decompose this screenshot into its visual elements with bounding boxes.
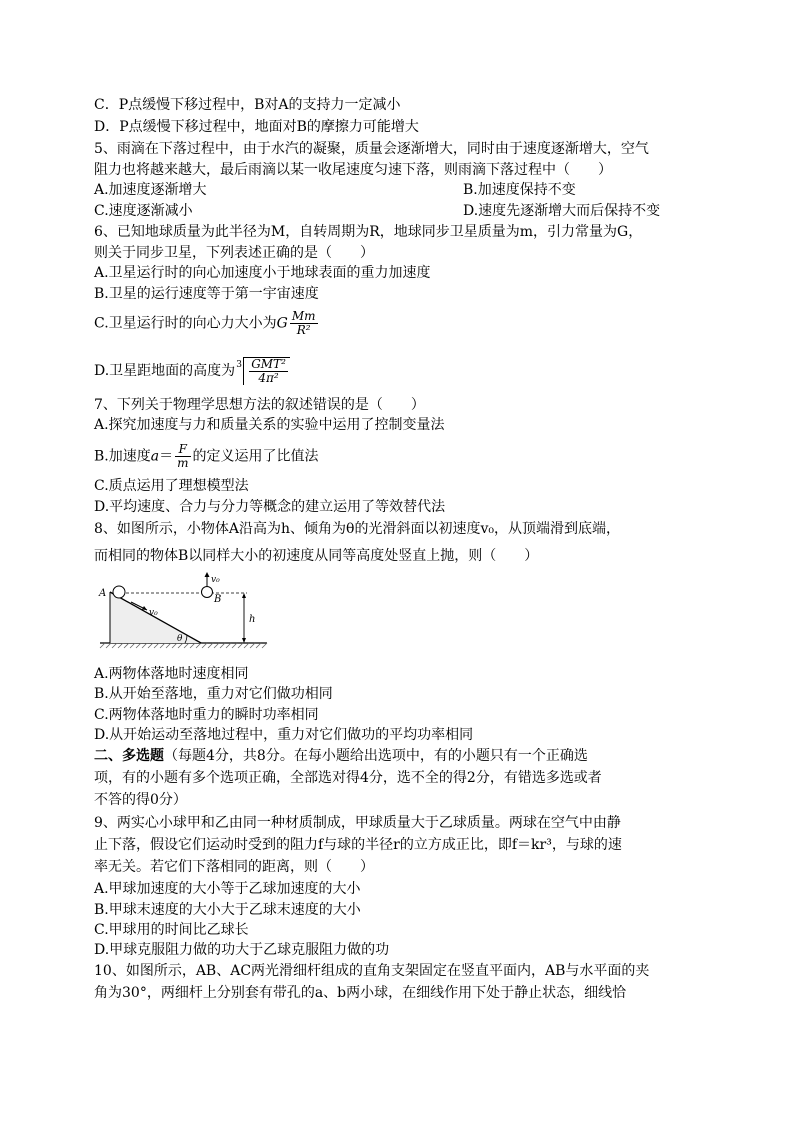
q8-figure-incline: [97, 570, 269, 652]
q9-option-c: C.甲球用的时间比乙球长: [94, 922, 249, 938]
q8-stem-line2: 而相同的物体B以同样大小的初速度从同等高度处竖直上抛，则（ ）: [94, 548, 539, 564]
height-label: h: [249, 614, 256, 625]
q5-option-a: A.加速度逐渐增大: [94, 182, 207, 198]
q7-option-b-numerator: F: [175, 443, 190, 457]
q9-option-b: B.甲球末速度的大小大于乙球末速度的大小: [94, 902, 361, 918]
q6-option-d-text: D.卫星距地面的高度为: [94, 363, 236, 379]
q7-option-b-denominator: m: [177, 456, 189, 470]
q8-stem-line1: 8、如图所示，小物体A沿高为h、倾角为θ的光滑斜面以初速度v₀，从顶端滑到底端，: [94, 521, 620, 537]
q8-option-a: A.两物体落地时速度相同: [94, 666, 249, 682]
object-a-label: A: [99, 588, 107, 599]
height-arrow-top: [242, 593, 246, 598]
q6-option-c-g: G: [276, 315, 288, 332]
q9-option-d: D.甲球克服阻力做的功大于乙球克服阻力做的功: [94, 942, 390, 958]
q9-stem-line1: 9、两实心小球甲和乙由同一种材质制成，甲球质量大于乙球质量。两球在空气中由静: [94, 815, 621, 831]
q5-stem-line1: 5、雨滴在下落过程中，由于水汽的凝聚，质量会逐渐增大，同时由于速度逐渐增大，空气: [94, 141, 649, 157]
theta-label: θ: [177, 634, 183, 644]
q6-option-c: [94, 310, 320, 337]
q5-option-c: C.速度逐渐减小: [94, 203, 193, 219]
slope-velocity-label: v₀: [149, 608, 158, 618]
section2-title: 二、多选题: [94, 748, 164, 764]
section2-desc-line1: （每题4分，共8分。在每小题给出选项中，有的小题只有一个正确选: [164, 748, 588, 764]
q7-option-b: [94, 443, 319, 470]
q6-option-d-numerator: GMT²: [251, 357, 286, 371]
q7-option-b-suffix: 的定义运用了比值法: [192, 448, 319, 465]
q9-option-a: A.甲球加速度的大小等于乙球加速度的大小: [94, 881, 361, 897]
q6-stem-line1: 6、已知地球质量为此半径为M，自转周期为R，地球同步卫星质量为m，引力常量为G，: [94, 224, 643, 240]
q10-stem-line2: 角为30°，两细杆上分别套有带孔的a、b两小球，在细线作用下处于静止状态，细线恰: [94, 985, 627, 1001]
q7-stem: 7、下列关于物理学思想方法的叙述错误的是（ ）: [94, 397, 425, 413]
q6-option-d: [94, 357, 290, 385]
q6-option-c-numerator: Mm: [291, 309, 316, 323]
q4-option-d: D．P点缓慢下移过程中，地面对B的摩擦力可能增大: [94, 119, 419, 135]
q7-option-b-fraction: [175, 443, 190, 470]
q7-option-b-a: a: [150, 448, 160, 465]
q6-option-d-radical-index: 3: [236, 360, 242, 370]
q6-option-b: B.卫星的运行速度等于第一宇宙速度: [94, 286, 319, 302]
q6-option-c-denominator: R²: [296, 323, 311, 337]
object-b-circle: [202, 587, 213, 598]
q8-option-d: D.从开始运动至落地过程中，重力对它们做功的平均功率相同: [94, 727, 474, 743]
q6-option-c-fraction: [290, 310, 318, 337]
q6-option-d-denominator: 4π²: [258, 371, 279, 385]
q7-option-b-eq: ＝: [159, 448, 174, 465]
height-arrow-bottom: [242, 638, 246, 643]
object-a-circle: [113, 586, 125, 598]
q7-option-b-prefix: B.加速度: [94, 448, 151, 465]
ground-hatching: [100, 643, 267, 648]
q8-option-b: B.从开始至落地，重力对它们做功相同: [94, 686, 333, 702]
q5-option-d: D.速度先逐渐增大而后保持不变: [463, 203, 661, 219]
q5-stem-line2: 阻力也将越来越大，最后雨滴以某一收尾速度匀速下落，则雨滴下落过程中（ ）: [94, 162, 612, 178]
section2-desc-line3: 不答的得0分）: [94, 792, 187, 808]
section2-desc-line2: 项，有的小题有多个选项正确，全部选对得4分，选不全的得2分，有错选多选或者: [94, 770, 602, 786]
object-b-label: B: [214, 594, 222, 605]
q5-option-b: B.加速度保持不变: [463, 182, 576, 198]
q6-option-a: A.卫星运行时的向心加速度小于地球表面的重力加速度: [94, 265, 431, 281]
q6-option-d-radical: [236, 357, 290, 385]
q7-option-d: D.平均速度、合力与分力等概念的建立运用了等效替代法: [94, 499, 446, 515]
q6-stem-line2: 则关于同步卫星，下列表述正确的是（ ）: [94, 245, 374, 261]
q9-stem-line3: 率无关。若它们下落相同的距离，则（ ）: [94, 859, 374, 875]
section2-heading-line1: [94, 746, 588, 766]
q8-option-c: C.两物体落地时重力的瞬时功率相同: [94, 707, 319, 723]
q4-option-c: C．P点缓慢下移过程中，B对A的支持力一定减小: [94, 97, 401, 113]
q7-option-a: A.探究加速度与力和质量关系的实验中运用了控制变量法: [94, 417, 445, 433]
vertical-velocity-arrowhead: [205, 572, 210, 577]
q9-stem-line2: 止下落，假设它们运动时受到的阻力f与球的半径r的立方成正比，即f＝kr³，与球的速: [94, 837, 622, 853]
q7-option-c: C.质点运用了理想模型法: [94, 478, 249, 494]
vertical-velocity-label: v₀: [211, 575, 220, 585]
q6-option-c-text: C.卫星运行时的向心力大小为: [94, 315, 277, 332]
q10-stem-line1: 10、如图所示，AB、AC两光滑细杆组成的直角支架固定在竖直平面内，AB与水平面的夹: [94, 963, 650, 979]
